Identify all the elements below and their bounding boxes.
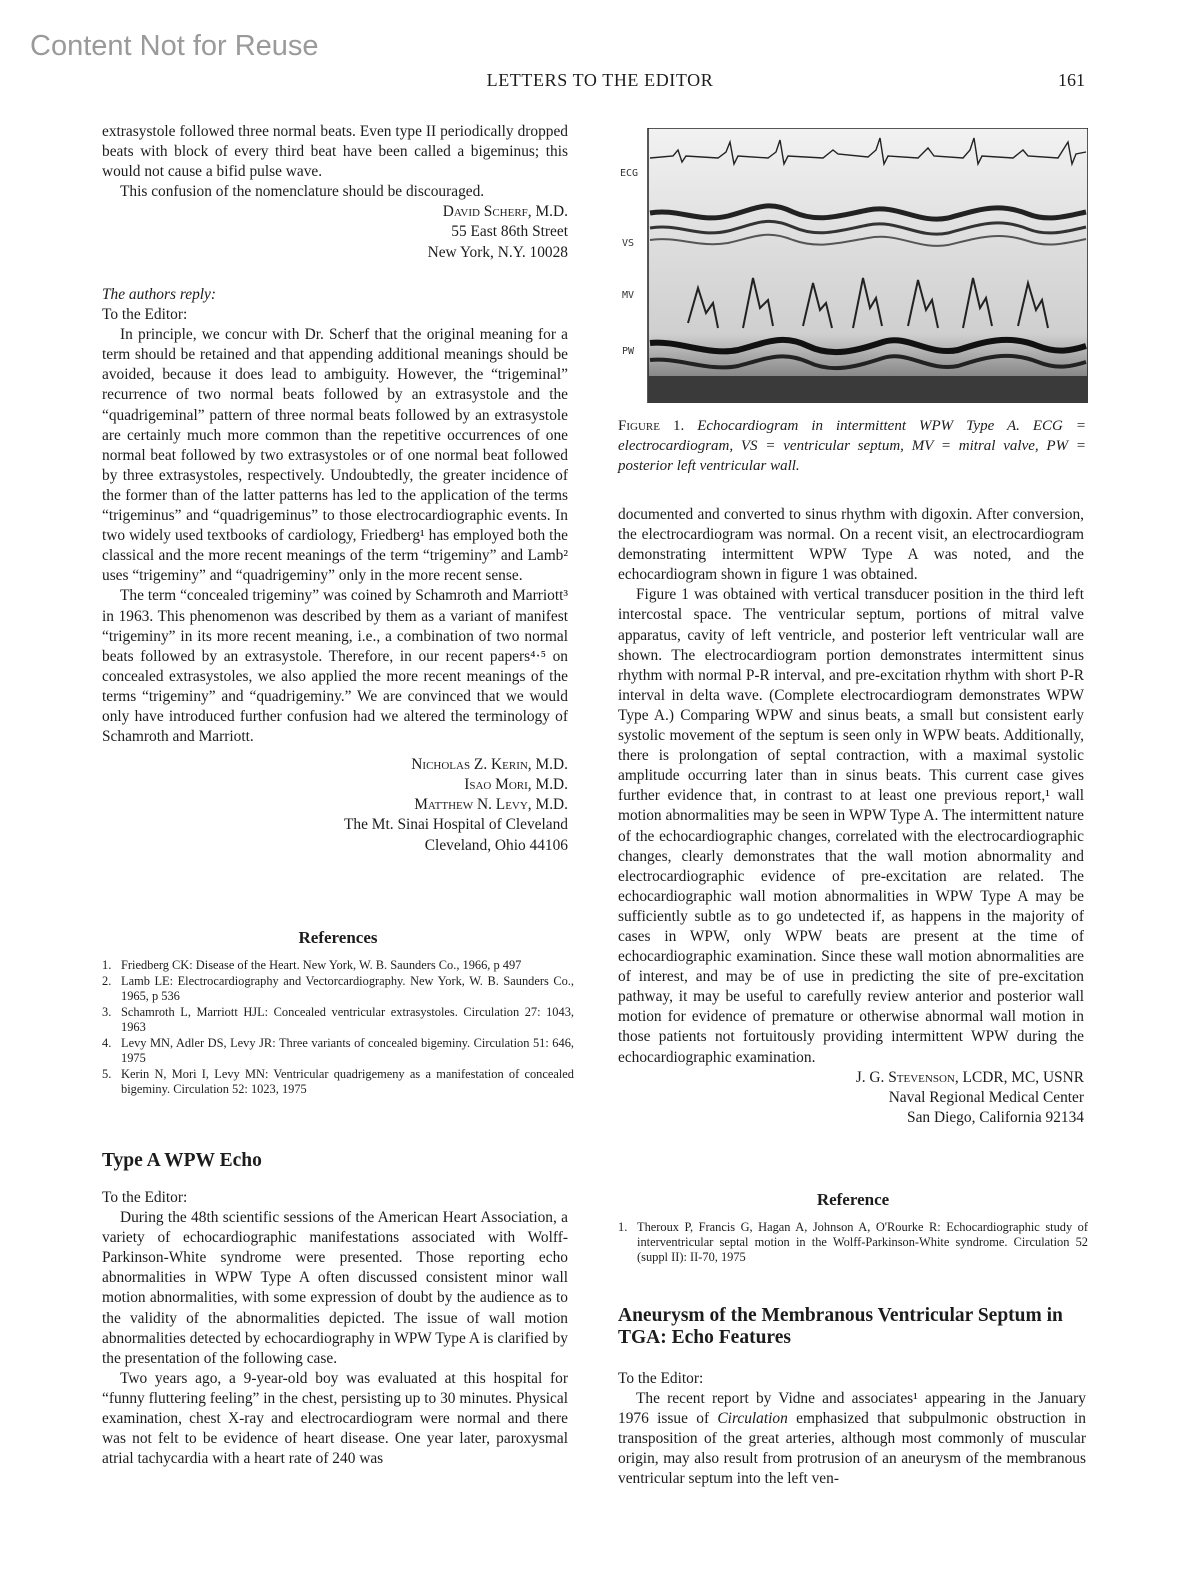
aneurysm-text: The recent report by Vidne and associates¹ appearing in the January 1976 issue of [618,1390,1086,1428]
to-editor-salutation: To the Editor: [102,306,188,324]
signature-name: David Scherf, M.D. [442,203,568,221]
reply-heading: The authors reply: [102,286,216,303]
wpw-discussion-paragraph: Figure 1 was obtained with vertical transducer position in the third left intercostal space. The ventricular septum, portions of mitral valve apparatus, cavity of left ventricle, and posterior left ventricular wall are shown. The electrocardiogram portion demonstrates intermittent sinus rhythm with normal P-R interval, and pre-excitation rhythm with short P-R interval in delta wave. (Complete electrocardiogram demonstrates WPW Type A.) Comparing WPW and sinus beats, a small but consistent early systolic movement of the septum is seen only in WPW beats. Additionally, there is prolongation of septal contraction, with a maximal systolic amplitude occurring later than in sinus beats. This current case gives further evidence that, in contrast to at least one previous report,¹ wall motion abnormalities may be seen in WPW Type A. The intermittent nature of the echocardiographic changes, correlated with the electrocardiographic changes, clearly demonstrates that the wall motion abnormality and electrocardiographic evidence of pre-excitation are related. The echocardiographic wall motion abnormalities in WPW Type A may be sufficiently subtle as to go undetected if, as happens in the majority of cases in WPW, only WPW beats are present at the time of echocardiographic examination. Since these wall motion abnormalities are of interest, and may be of use in predicting the site of pre-excitation pathway, it may be useful to carefully review anterior and posterior wall motion for evidence of premature or otherwise abnormal wall motion in those patients not fortuitously providing intermittent WPW during the echocardiographic examination. [618,586,1084,1066]
caption-text: Echocardiogram in intermittent WPW Type A. ECG = electrocardiogram, VS = ventricular septum, MV = mitral valve, PW = posterior left ventricular wall. [618,418,1087,474]
reference-number: 2. [102,974,112,989]
figure-label: MV [622,290,635,301]
reference-item [102,1036,574,1066]
authors-reply [102,285,568,856]
reference-text: Kerin N, Mori I, Levy MN: Ventricular quadrigemeny as a manifestation of concealed bigeminy. Circulation 52: 1023, 1975 [121,1067,574,1097]
aneurysm-letter [618,1305,1086,1490]
reference-item [102,1067,574,1097]
right-column-body [618,505,1084,1128]
signature-address-line: Cleveland, Ohio 44106 [424,836,568,854]
reference-text: Friedberg CK: Disease of the Heart. New York, W. B. Saunders Co., 1966, p 497 [121,958,522,973]
signature-address-line: San Diego, California 92134 [907,1108,1084,1126]
references-heading: References [298,928,378,947]
running-head: LETTERS TO THE EDITOR [486,70,714,90]
references-list [102,958,574,1097]
figure-label: VS [622,238,635,249]
signature-name: Matthew N. Levy, M.D. [414,796,568,814]
to-editor-salutation: To the Editor: [618,1370,704,1387]
wpw-continuation-paragraph: documented and converted to sinus rhythm with digoxin. After conversion, the electrocardiogram was normal. On a recent visit, an electrocardiogram demonstrating intermittent WPW Type A was noted, and the echocardiogram shown in figure 1 was obtained. [618,506,1084,584]
wpw-paragraph: During the 48th scientific sessions of the American Heart Association, a variety of echocardiographic manifestations associated with Wolff-Parkinson-White syndrome were presented. Those reporting echo abnormalities in WPW Type A often discussed consistent minor wall motion abnormalities, with some expression of doubt by the audience as to the validity of the abnormalities depicted. The issue of wall motion abnormalities detected by echocardiography in WPW Type A is clarified by the presentation of the following case. [102,1209,568,1367]
reference-number: 1. [102,958,112,973]
reference-number: 1. [618,1220,628,1235]
wpw-section-title: Type A WPW Echo [102,1150,262,1171]
reference-number: 3. [102,1005,112,1020]
reference-text: Schamroth L, Marriott HJL: Concealed ventricular extrasystoles. Circulation 27: 1043, 1963 [121,1005,574,1035]
wpw-paragraph: Two years ago, a 9-year-old boy was evaluated at this hospital for “funny fluttering feeling” in the chest, persisting up to 30 minutes. Physical examination, chest X-ray and electrocardiogram were normal and there was not felt to be evidence of heart disease. One year later, paroxysmal atrial tachycardia with a heart rate of 240 was [102,1369,568,1468]
stevenson-signature [618,1068,1084,1128]
left-column-top [102,122,568,263]
authors-signature [102,755,568,855]
left-references [102,928,574,1098]
reference-heading: Reference [816,1190,890,1209]
right-reference [618,1190,1088,1266]
reply-paragraph: In principle, we concur with Dr. Scherf that the original meaning for a term should be retained and that appending additional meanings should be avoided, because it does lead to ambiguity. However, the “trigeminal” recurrence of two normal beats followed by an extrasystole and the “quadrigeminal” pattern of three normal beats followed by an extrasystole are certainly much more common than the repetitive occurrences of one normal beat followed by two extrasystoles or of one normal beat followed by three extrasystoles, respectively. Undoubtedly, the greater incidence of the former than of the latter patterns has led to the application of the terms “trigeminus” and “quadrigeminus” to those electrocardiographic events. In two widely used textbooks of cardiology, Friedberg¹ has employed both the classical and the more recent meanings of the term “trigeminy” and Lamb² uses “trigeminy” and “quadrigeminy” only in the more recent sense. [102,326,568,585]
reference-number: 4. [102,1036,112,1051]
signature-name: J. G. Stevenson, LCDR, MC, USNR [855,1068,1084,1086]
watermark: Content Not for Reuse [30,30,319,62]
echocardiogram-image [618,128,1088,403]
echocardiogram-figure [618,128,1088,403]
signature-name: Isao Mori, M.D. [464,776,568,794]
aneurysm-paragraph [618,1389,1086,1489]
reference-text: Lamb LE: Electrocardiography and Vectorcardiography. New York, W. B. Saunders Co., 1965, p 536 [121,974,574,1004]
journal-name: Circulation [717,1410,788,1428]
reference-item [102,974,574,1004]
reference-list [618,1220,1088,1265]
aneurysm-text: emphasized that subpulmonic obstruction in transposition of the great arteries, although most commonly of muscular origin, may also result from protrusion of an aneurysm of the membranous ventricular septum into the left ven- [618,1410,1087,1488]
aneurysm-section-title: Aneurysm of the Membranous Ventricular Septum in TGA: Echo Features [618,1305,1063,1348]
signature-address-line: 55 East 86th Street [451,223,568,241]
reference-item [102,958,574,973]
reference-item [618,1220,1088,1265]
signature-address-line: Naval Regional Medical Center [888,1088,1084,1106]
reference-number: 5. [102,1067,112,1082]
reply-paragraph: The term “concealed trigeminy” was coined by Schamroth and Marriott³ in 1963. This phenomenon was described by them as a variant of manifest “trigeminy” in its more recent meaning, i.e., a combination of two normal beats followed by an extrasystole. Therefore, in our recent papers⁴·⁵ on concealed extrasystoles, we also applied the more recent meanings of the terms “trigeminy” and “quadrigeminy.” We are convinced that we would only have introduced further confusion had we altered the terminology of Schamroth and Marriott. [102,587,568,746]
caption-lead: Figure 1. [618,418,685,434]
confusion-paragraph: This confusion of the nomenclature should be discouraged. [120,183,485,201]
figure-label: ECG [620,168,639,179]
to-editor-salutation: To the Editor: [102,1189,188,1206]
reference-item [102,1005,574,1035]
continuation-paragraph: extrasystole followed three normal beats. Even type II periodically dropped beats with block of every third beat have been called a bigeminus; this would not cause a bifid pulse wave. [102,123,568,181]
reference-text: Theroux P, Francis G, Hagan A, Johnson A, O'Rourke R: Echocardiographic study of interventricular septal motion in the Wolff-Parkinson-White syndrome. Circulation 52 (suppl II): II-70, 1975 [637,1220,1088,1265]
wpw-letter [102,1150,568,1469]
reference-text: Levy MN, Adler DS, Levy JR: Three variants of concealed bigeminy. Circulation 51: 646, 1975 [121,1036,574,1066]
page-number: 161 [1058,70,1085,90]
figure-label: PW [622,346,635,357]
signature-name: Nicholas Z. Kerin, M.D. [411,756,568,774]
figure-caption [618,416,1086,476]
signature-address-line: The Mt. Sinai Hospital of Cleveland [344,816,568,834]
signature-address-line: New York, N.Y. 10028 [427,243,568,261]
scherf-signature [102,202,568,262]
